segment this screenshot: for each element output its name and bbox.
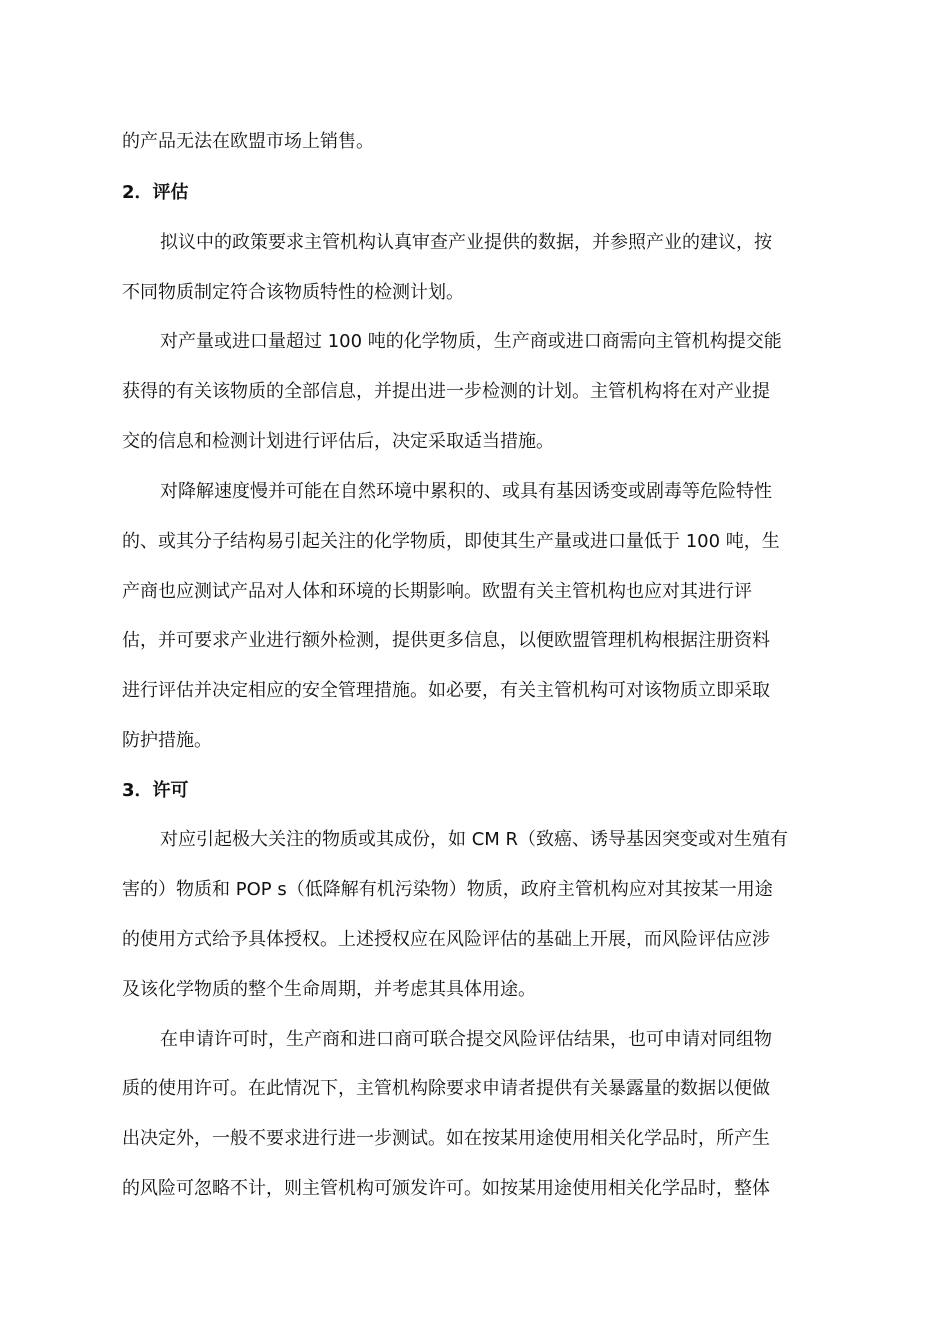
text-line: 不同物质制定符合该物质特性的检测计划。 bbox=[122, 282, 464, 303]
text-line: 估，并可要求产业进行额外检测，提供更多信息，以便欧盟管理机构根据注册资料 bbox=[122, 630, 770, 651]
section-heading-evaluation: 2．评估 bbox=[122, 182, 189, 203]
text-line: 及该化学物质的整个生命周期，并考虑其具体用途。 bbox=[122, 979, 536, 1000]
text-line: 防护措施。 bbox=[122, 730, 212, 751]
text-line: 交的信息和检测计划进行评估后，决定采取适当措施。 bbox=[122, 431, 554, 452]
text-line: 质的使用许可。在此情况下，主管机构除要求申请者提供有关暴露量的数据以便做 bbox=[122, 1078, 770, 1099]
text-line: 对应引起极大关注的物质或其成份，如 CM R（致癌、诱导基因突变或对生殖有 bbox=[160, 829, 789, 850]
text-line: 的、或其分子结构易引起关注的化学物质，即使其生产量或进口量低于 100 吨，生 bbox=[122, 531, 780, 552]
text-line: 对产量或进口量超过 100 吨的化学物质，生产商或进口商需向主管机构提交能 bbox=[160, 331, 782, 352]
text-line: 的风险可忽略不计，则主管机构可颁发许可。如按某用途使用相关化学品时，整体 bbox=[122, 1178, 770, 1199]
text-line: 拟议中的政策要求主管机构认真审查产业提供的数据，并参照产业的建议，按 bbox=[160, 232, 772, 253]
text-line: 害的）物质和 POP s（低降解有机污染物）物质，政府主管机构应对其按某一用途 bbox=[122, 879, 773, 900]
text-line: 的使用方式给予具体授权。上述授权应在风险评估的基础上开展，而风险评估应涉 bbox=[122, 929, 770, 950]
text-line: 产商也应测试产品对人体和环境的长期影响。欧盟有关主管机构也应对其进行评 bbox=[122, 581, 752, 602]
text-line: 的产品无法在欧盟市场上销售。 bbox=[122, 131, 374, 152]
section-heading-permit: 3．许可 bbox=[122, 780, 189, 801]
text-line: 获得的有关该物质的全部信息，并提出进一步检测的计划。主管机构将在对产业提 bbox=[122, 381, 770, 402]
text-line: 对降解速度慢并可能在自然环境中累积的、或具有基因诱变或剧毒等危险特性 bbox=[160, 481, 772, 502]
text-line: 出决定外，一般不要求进行进一步测试。如在按某用途使用相关化学品时，所产生 bbox=[122, 1128, 770, 1149]
text-line: 在申请许可时，生产商和进口商可联合提交风险评估结果，也可申请对同组物 bbox=[160, 1029, 772, 1050]
text-line: 进行评估并决定相应的安全管理措施。如必要，有关主管机构可对该物质立即采取 bbox=[122, 680, 770, 701]
